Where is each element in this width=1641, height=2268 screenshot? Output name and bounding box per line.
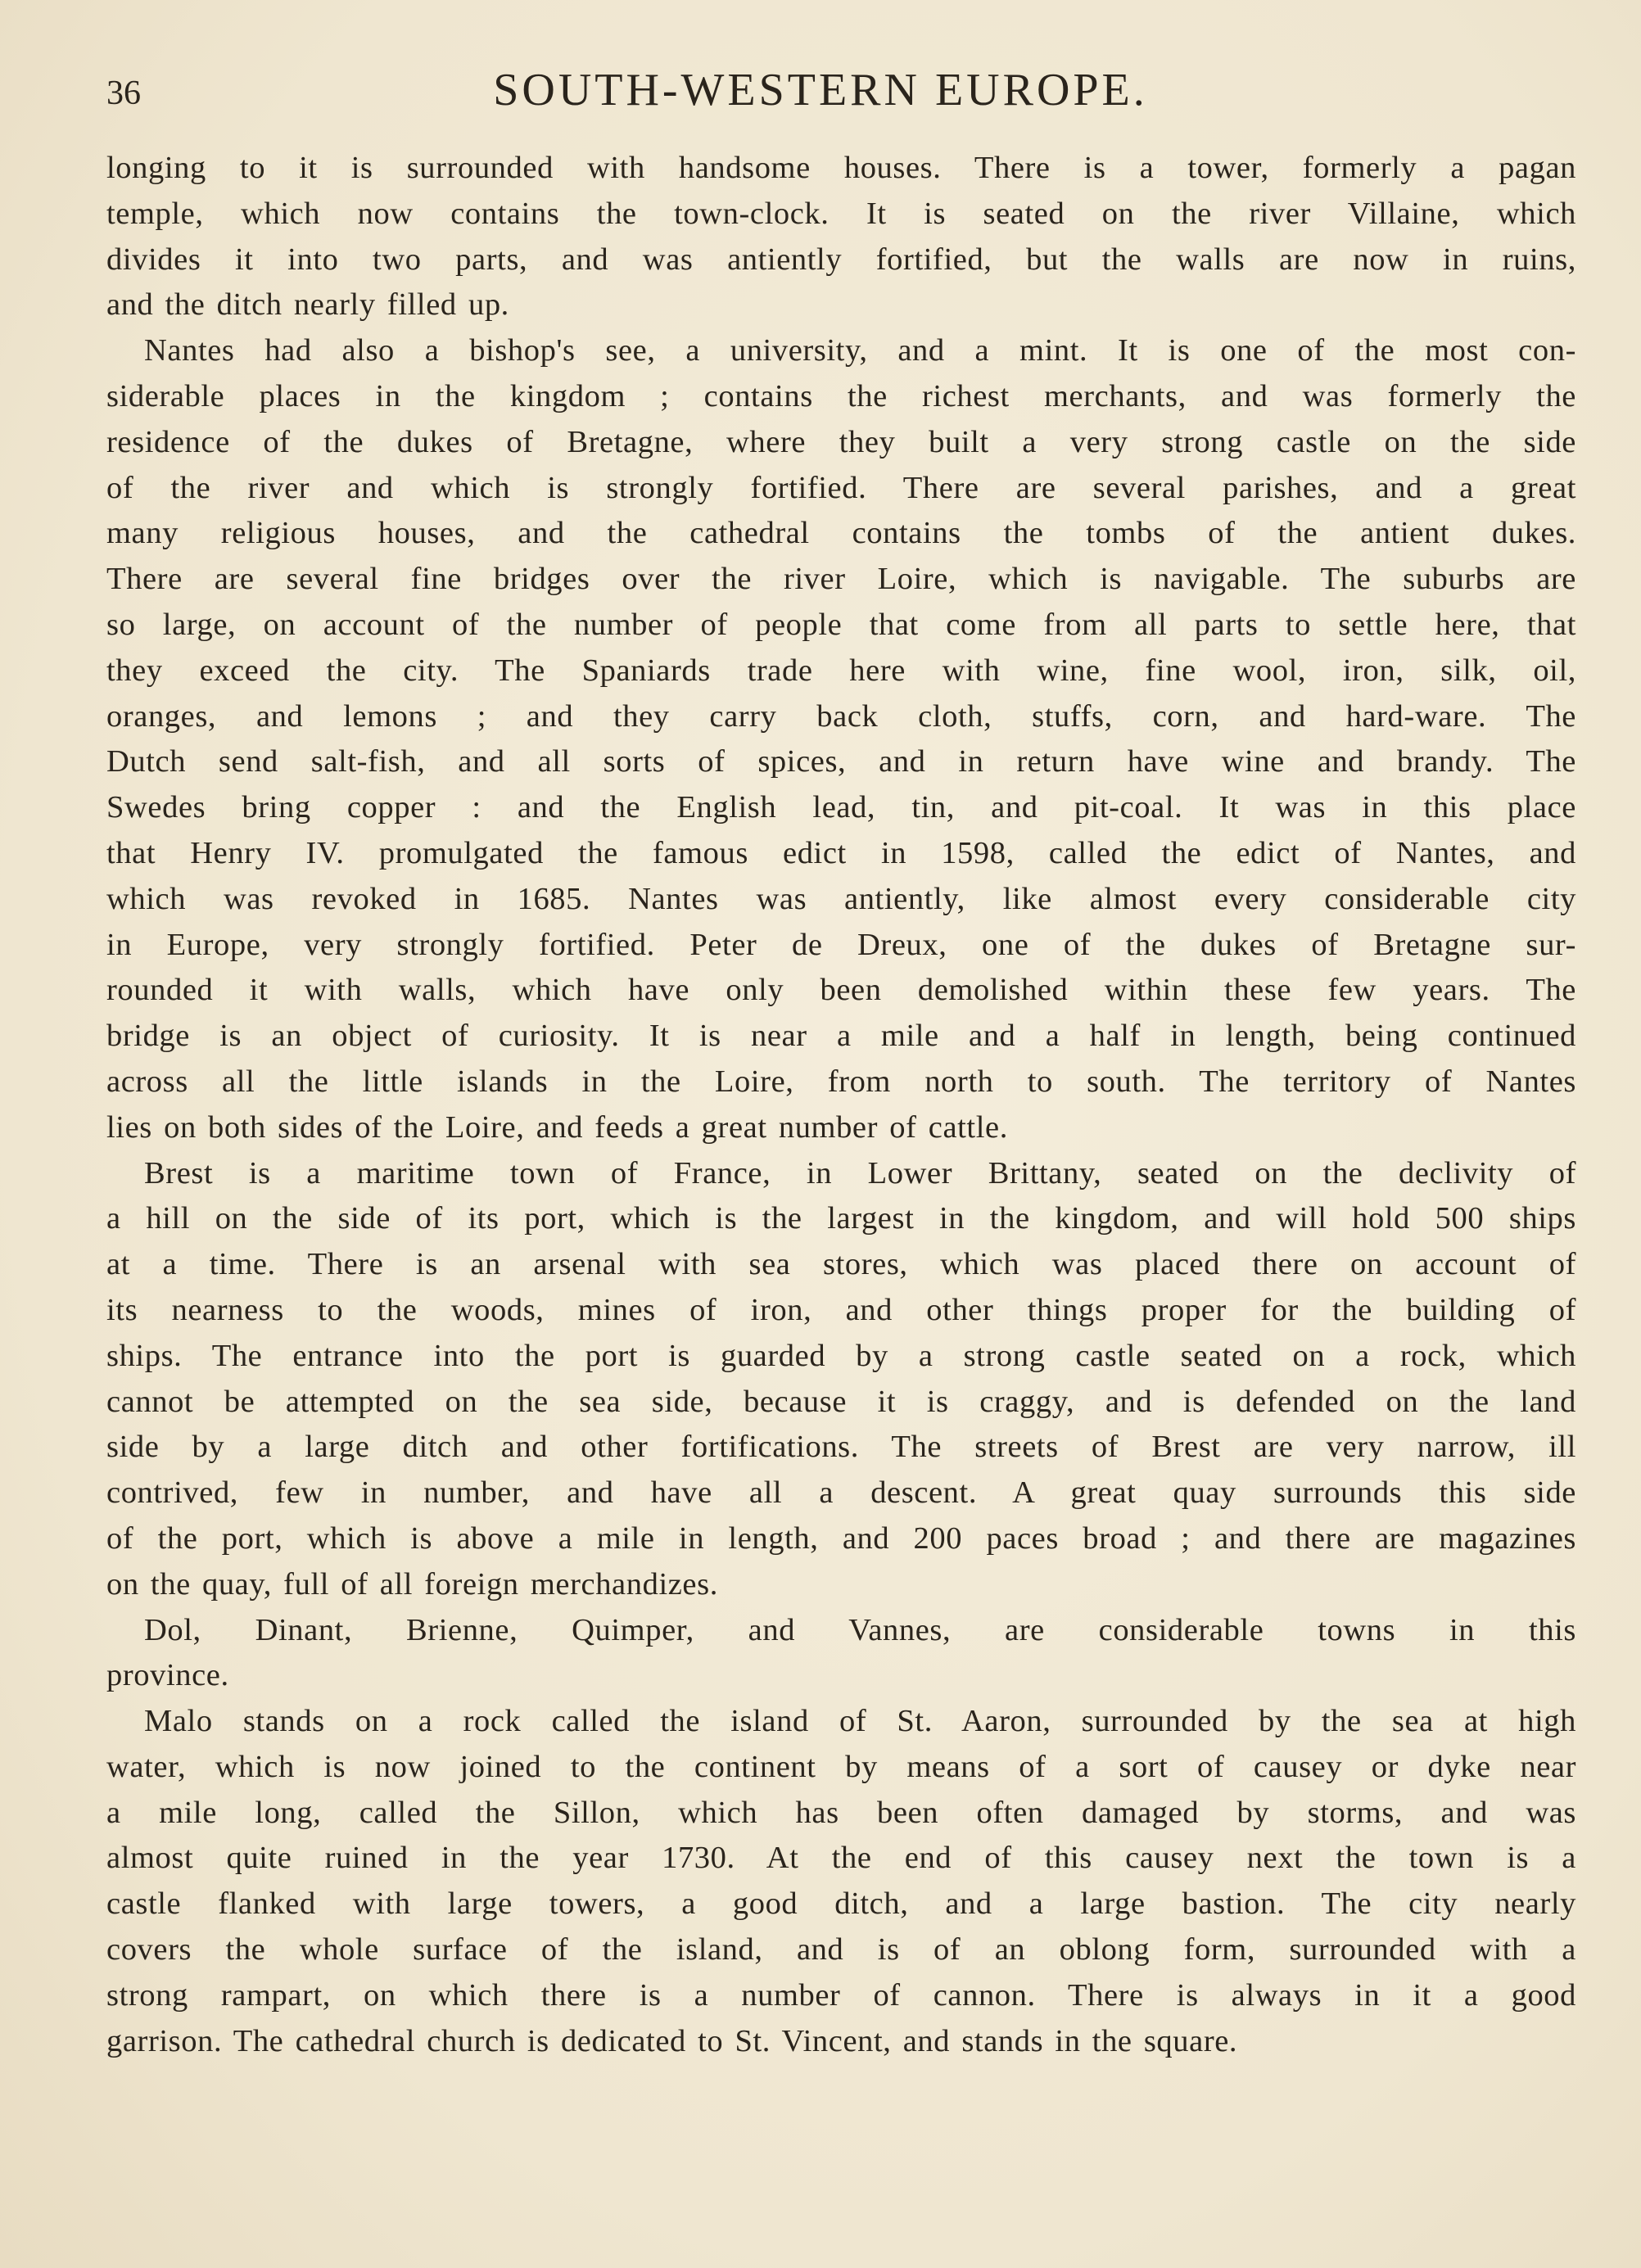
text-line: longing to it is surrounded with handsome houses. There is a tower, formerly a pagan	[106, 151, 1576, 185]
text-line: There are several fine bridges over the river Loire, which is navigable. The suburbs are	[106, 562, 1576, 597]
paragraph	[106, 1699, 1576, 2064]
text-line: they exceed the city. The Spaniards trade here with wine, fine wool, iron, silk, oil,	[106, 653, 1576, 688]
text-line: strong rampart, on which there is a number of cannon. There is always in it a good	[106, 1977, 1576, 2013]
text-line: Dutch send salt-fish, and all sorts of spices, and in return have wine and brandy. The	[106, 744, 1576, 779]
text-line: its nearness to the woods, mines of iron, and other things proper for the building of	[106, 1292, 1576, 1327]
text-line: ships. The entrance into the port is guarded by a strong castle seated on a rock, which	[106, 1338, 1576, 1373]
text-line: in Europe, very strongly fortified. Peter de Dreux, one of the dukes of Bretagne sur-	[106, 927, 1576, 962]
text-line: across all the little islands in the Loire, from north to south. The territory of Nantes	[106, 1064, 1576, 1099]
text-line: garrison. The cathedral church is dedicated to St. Vincent, and stands in the square.	[106, 2023, 1238, 2058]
text-line: Nantes had also a bishop's see, a university, and a mint. It is one of the most con-	[144, 333, 1576, 368]
page-title: SOUTH-WESTERN EUROPE.	[493, 65, 1148, 115]
text-line: siderable places in the kingdom ; contains the richest merchants, and was formerly the	[106, 378, 1576, 413]
text-line: temple, which now contains the town-clock. It is seated on the river Villaine, which	[106, 196, 1576, 231]
text-line: many religious houses, and the cathedral contains the tombs of the antient dukes.	[106, 516, 1576, 551]
text-line: of the port, which is above a mile in length, and 200 paces broad ; and there are magazines	[106, 1520, 1576, 1556]
text-line: Swedes bring copper : and the English lead, tin, and pit-coal. It was in this place	[106, 790, 1576, 825]
text-line: covers the whole surface of the island, and is of an oblong form, surrounded with a	[106, 1932, 1576, 1968]
paragraph	[106, 328, 1576, 1150]
text-line: on the quay, full of all foreign merchandizes.	[106, 1566, 718, 1602]
text-line: oranges, and lemons ; and they carry back cloth, stuffs, corn, and hard-ware. The	[106, 698, 1576, 734]
text-line: that Henry IV. promulgated the famous edict in 1598, called the edict of Nantes, and	[106, 835, 1576, 870]
text-line: which was revoked in 1685. Nantes was antiently, like almost every considerable city	[106, 881, 1576, 916]
text-line: lies on both sides of the Loire, and feeds a great number of cattle.	[106, 1109, 1008, 1145]
text-line: side by a large ditch and other fortifications. The streets of Brest are very narrow, ill	[106, 1430, 1576, 1465]
paragraph	[106, 1608, 1576, 1700]
page-number: 36	[106, 75, 141, 112]
text-line: a mile long, called the Sillon, which has been often damaged by storms, and was	[106, 1795, 1576, 1830]
text-line: residence of the dukes of Bretagne, where they built a very strong castle on the side	[106, 424, 1576, 459]
paragraph	[106, 1151, 1576, 1608]
text-line: cannot be attempted on the sea side, because it is craggy, and is defended on the land	[106, 1384, 1576, 1419]
text-line: so large, on account of the number of people that come from all parts to settle here, that	[106, 607, 1576, 642]
text-line: bridge is an object of curiosity. It is near a mile and a half in length, being continued	[106, 1019, 1576, 1054]
paragraph	[106, 146, 1576, 328]
text-line: Malo stands on a rock called the island of St. Aaron, surrounded by the sea at high	[144, 1704, 1576, 1739]
text-line: of the river and which is strongly fortified. There are several parishes, and a great	[106, 470, 1576, 505]
body-text	[106, 146, 1576, 2064]
text-line: province.	[106, 1658, 229, 1693]
text-line: rounded it with walls, which have only been demolished within these few years. The	[106, 973, 1576, 1008]
text-line: Brest is a maritime town of France, in Lower Brittany, seated on the declivity of	[144, 1155, 1576, 1190]
text-line: Dol, Dinant, Brienne, Quimper, and Vannes, are considerable towns in this	[144, 1612, 1576, 1647]
text-line: divides it into two parts, and was antiently fortified, but the walls are now in ruins,	[106, 242, 1576, 277]
text-line: at a time. There is an arsenal with sea stores, which was placed there on account of	[106, 1247, 1576, 1282]
running-head	[106, 64, 1535, 121]
text-line: contrived, few in number, and have all a descent. A great quay surrounds this side	[106, 1475, 1576, 1511]
text-line: and the ditch nearly filled up.	[106, 287, 509, 323]
text-line: almost quite ruined in the year 1730. At the end of this causey next the town is a	[106, 1841, 1576, 1876]
text-line: water, which is now joined to the continent by means of a sort of causey or dyke near	[106, 1749, 1576, 1784]
text-line: castle flanked with large towers, a good ditch, and a large bastion. The city nearly	[106, 1886, 1576, 1922]
text-line: a hill on the side of its port, which is the largest in the kingdom, and will hold 500 ships	[106, 1201, 1576, 1236]
